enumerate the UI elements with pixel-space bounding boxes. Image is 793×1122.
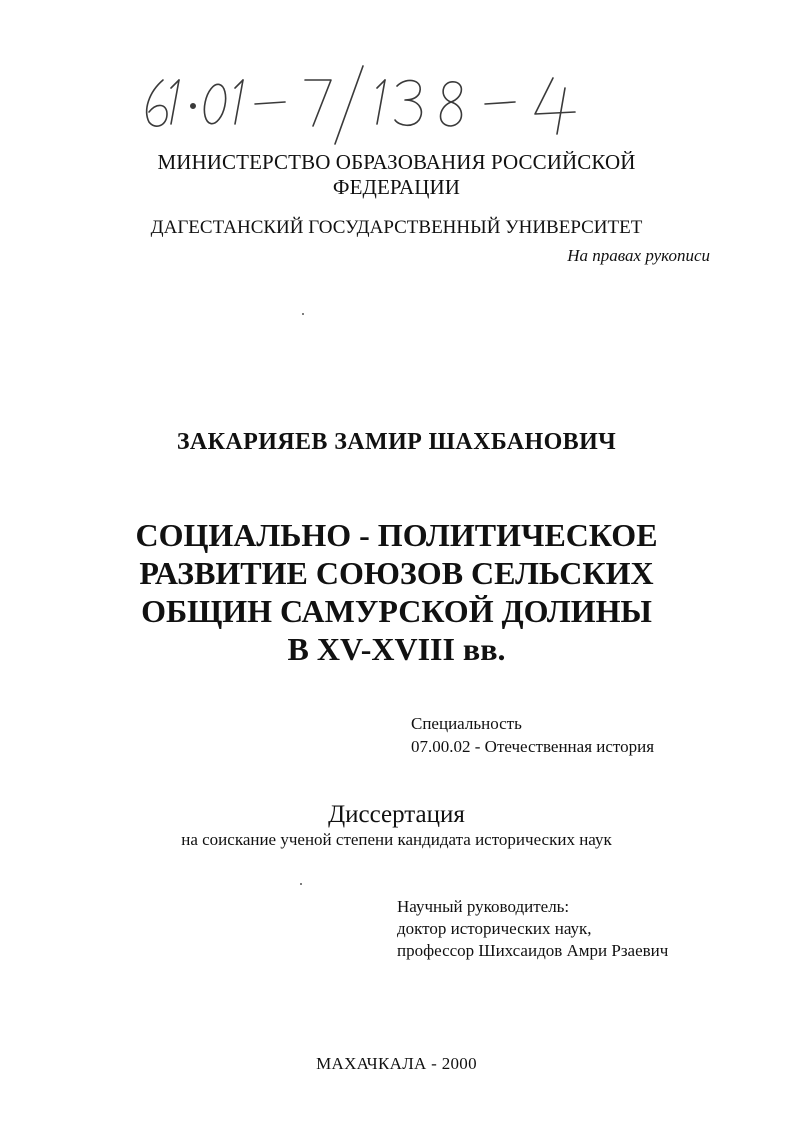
- dissertation-title: [0, 516, 793, 668]
- supervisor-block: [397, 896, 668, 962]
- specialty-block: [411, 712, 654, 758]
- ministry-heading: [0, 150, 793, 200]
- specialty-label: Специальность: [411, 714, 522, 733]
- title-line-4: В XV-XVIII вв.: [287, 631, 506, 667]
- dissertation-subheading: на соискание ученой степени кандидата исторических наук: [181, 830, 612, 849]
- handwritten-archive-number: [135, 58, 655, 148]
- title-line-2: РАЗВИТИЕ СОЮЗОВ СЕЛЬСКИХ: [139, 555, 654, 591]
- title-line-1: СОЦИАЛЬНО - ПОЛИТИЧЕСКОЕ: [135, 517, 658, 553]
- specialty-value: 07.00.02 - Отечественная история: [411, 737, 655, 756]
- author-name: ЗАКАРИЯЕВ ЗАМИР ШАХБАНОВИЧ: [176, 429, 617, 455]
- city-year: МАХАЧКАЛА - 2000: [316, 1054, 477, 1073]
- title-line-3: ОБЩИН САМУРСКОЙ ДОЛИНЫ: [141, 593, 652, 629]
- university-name: ДАГЕСТАНСКИЙ ГОСУДАРСТВЕННЫЙ УНИВЕРСИТЕТ: [150, 217, 643, 238]
- scan-speck: [300, 883, 302, 885]
- supervisor-name: профессор Шихсаидов Амри Рзаевич: [397, 941, 669, 960]
- ministry-line-2: ФЕДЕРАЦИИ: [332, 175, 461, 199]
- manuscript-rights-note: На правах рукописи: [567, 246, 710, 265]
- handwritten-number-drawing: [135, 58, 655, 148]
- supervisor-label: Научный руководитель:: [397, 897, 570, 916]
- ministry-line-1: МИНИСТЕРСТВО ОБРАЗОВАНИЯ РОССИЙСКОЙ: [157, 150, 636, 174]
- dissertation-heading: Диссертация: [328, 801, 465, 828]
- supervisor-degree: доктор исторических наук,: [397, 919, 592, 938]
- scan-speck: [302, 313, 304, 315]
